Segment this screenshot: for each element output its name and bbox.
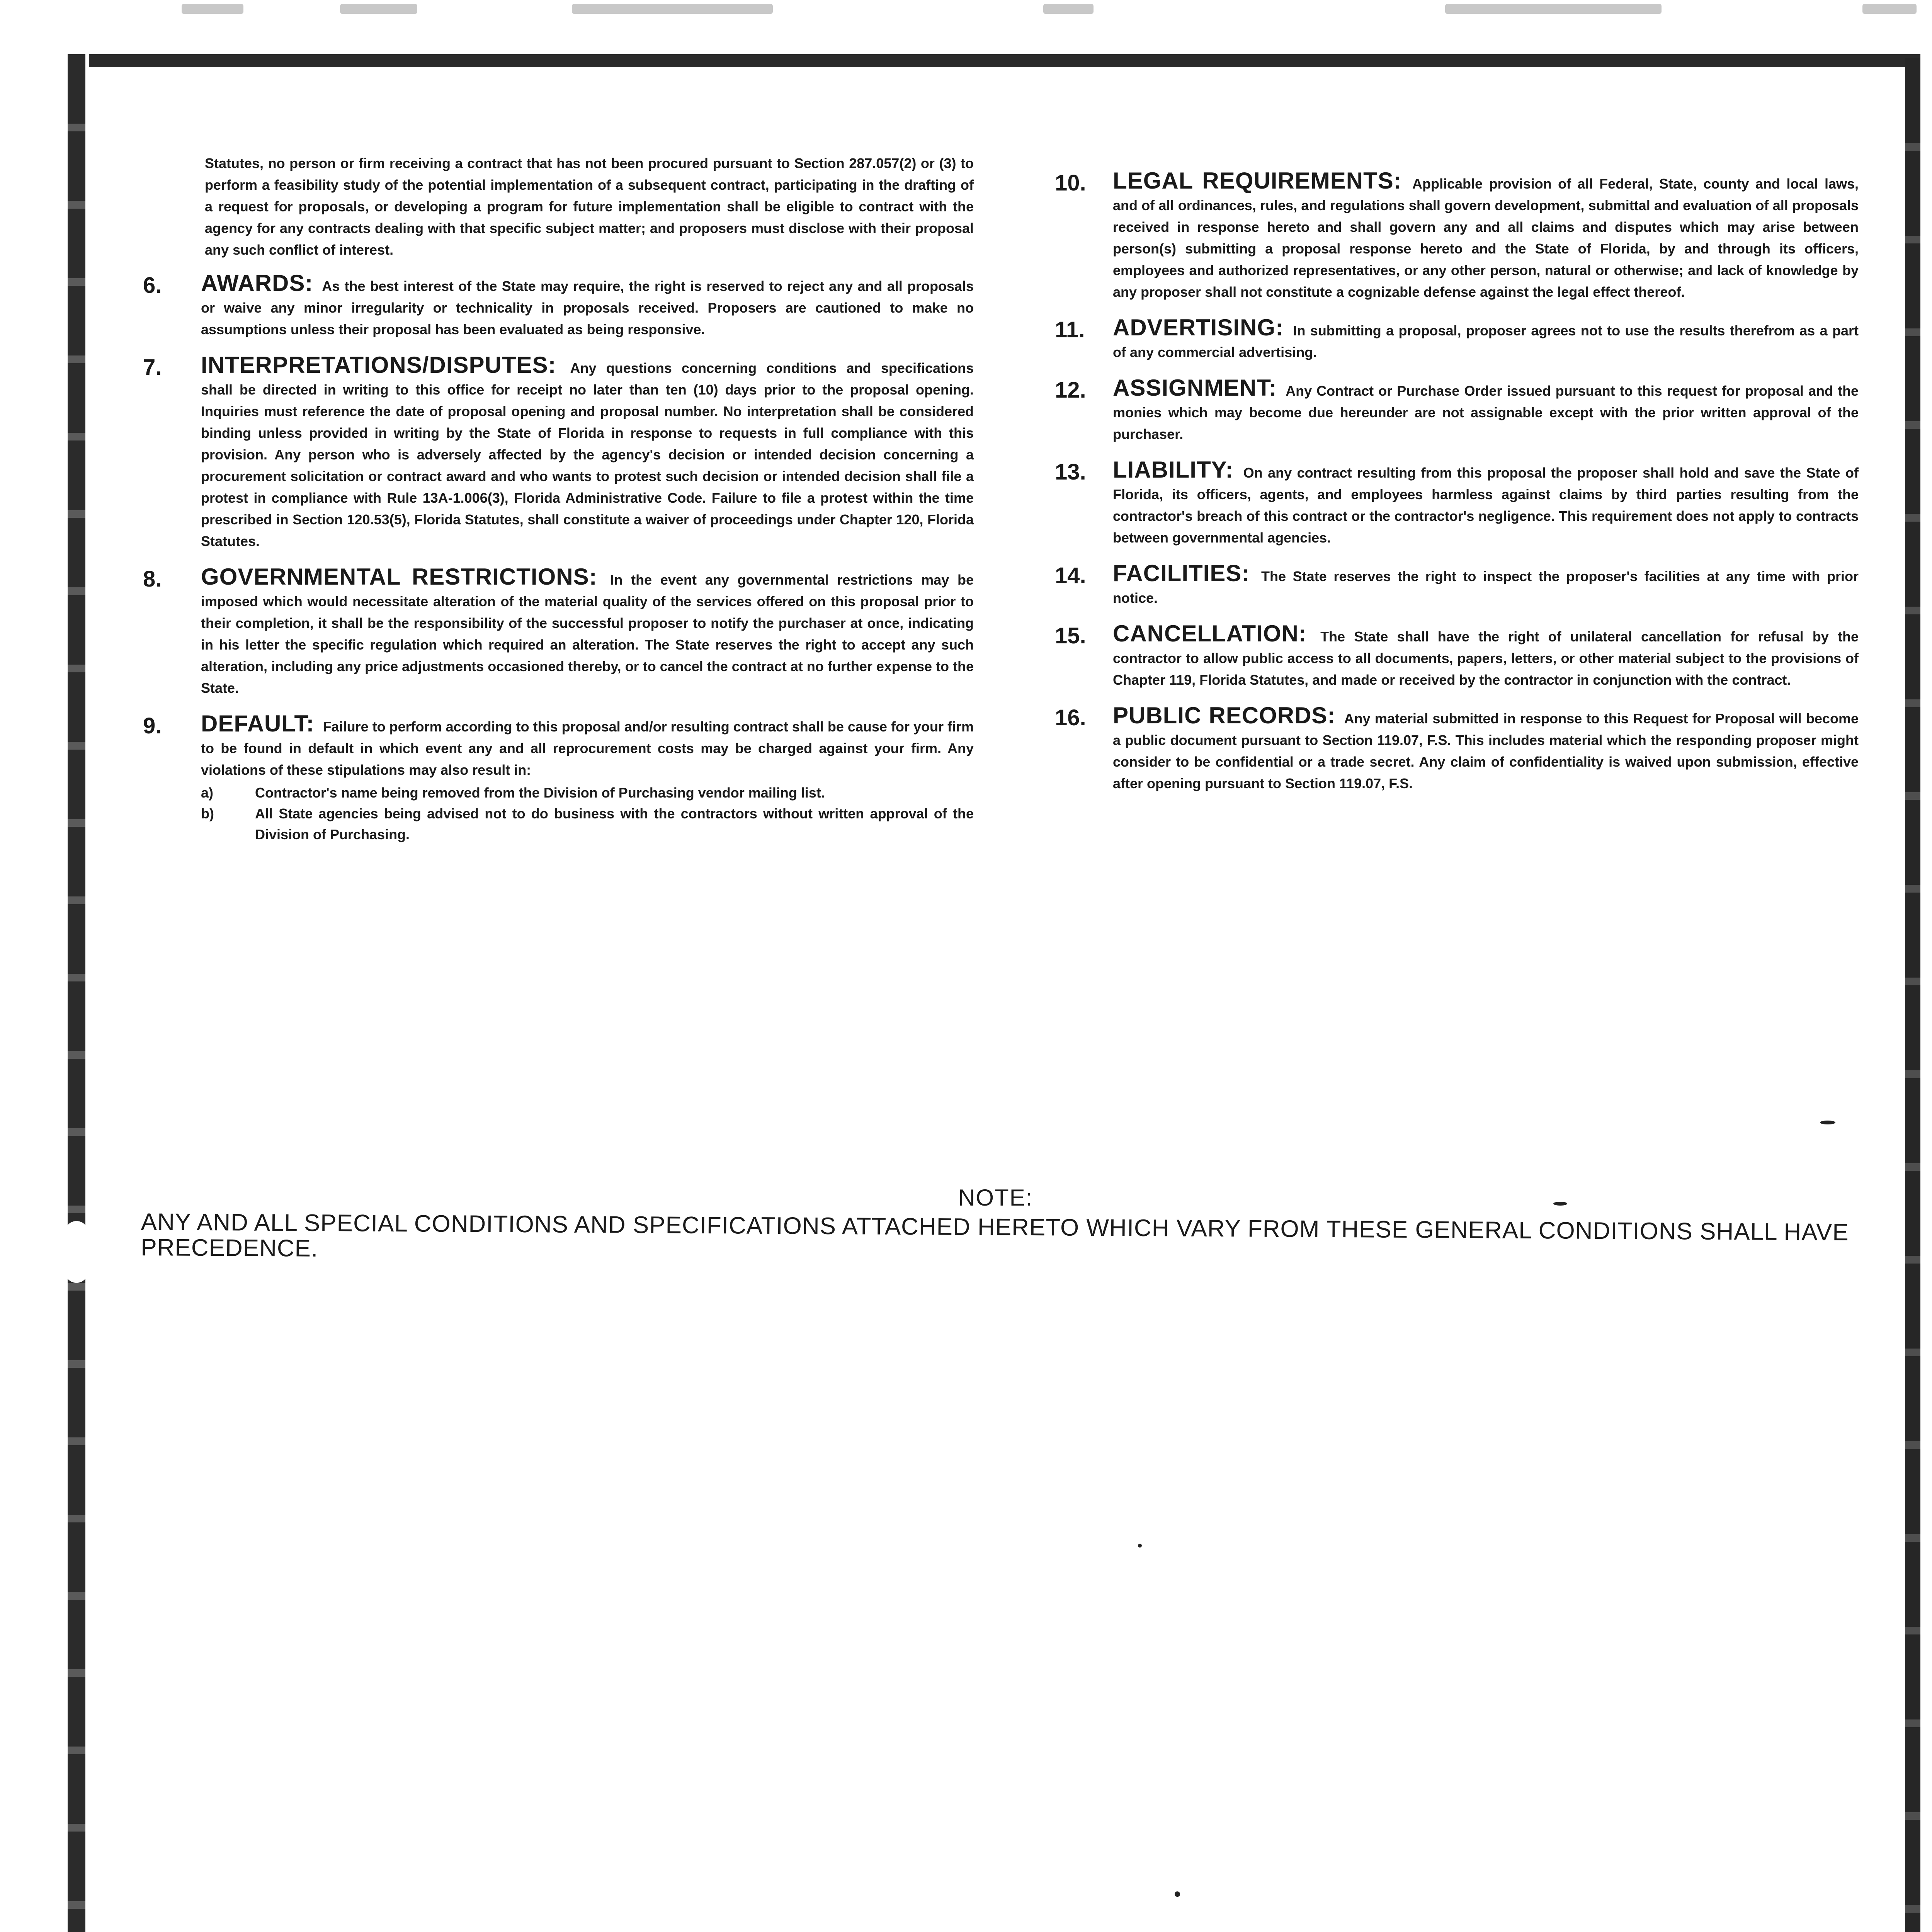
fax-header-strip xyxy=(0,0,1932,46)
section-heading: CANCELLATION: xyxy=(1113,621,1307,646)
section-cancellation xyxy=(1055,623,1859,691)
sub-item-text: Contractor's name being removed from the Division of Purchasing vendor mailing list. xyxy=(255,785,825,801)
section-number: 15. xyxy=(1055,623,1086,648)
page-border-left xyxy=(68,54,85,1932)
section-heading: GOVERNMENTAL RESTRICTIONS: xyxy=(201,564,597,590)
section-liability xyxy=(1055,459,1859,549)
section-text: In submitting a proposal, proposer agrees not to use the results therefrom as a part of any commercial advertising. xyxy=(1113,323,1859,360)
section-heading: INTERPRETATIONS/DISPUTES: xyxy=(201,352,556,378)
section-public-records xyxy=(1055,702,1859,794)
scan-speck xyxy=(1175,1891,1180,1897)
section-text: The State reserves the right to inspect the proposer's facilities at any time with prior notice. xyxy=(1113,568,1859,606)
page-border-right xyxy=(1905,58,1920,1932)
page-border-top xyxy=(89,54,1920,67)
note-text: ANY AND ALL SPECIAL CONDITIONS AND SPECIFICATIONS ATTACHED HERETO WHICH VARY FROM THESE GENERAL CONDITIONS SHALL HAVE PRECEDENCE. xyxy=(141,1209,1849,1262)
section-number: 8. xyxy=(143,566,162,592)
section-interpretations-disputes xyxy=(143,354,974,552)
section-number: 10. xyxy=(1055,170,1086,196)
section-text: Any questions concerning conditions and specifications shall be directed in writing to this office for receipt no later than ten (10) days prior to the proposal opening. Inquiries must reference the date of proposal opening and proposal number. No interpretation shall be considered binding unless provided in writing by the State of Florida in response to requests in full compliance with this provision. Any person who is adversely affected by the agency's decision or intended decision concerning a procurement solicitation or contract award and who wants to protest such decision or intended decision shall file a protest in compliance with Rule 13A-1.006(3), Florida Administrative Code. Failure to file a protest within the time prescribed in Section 120.53(5), Florida Statutes, shall constitute a waiver of proceedings under Chapter 120, Florida Statutes. xyxy=(201,360,974,549)
section-text: Applicable provision of all Federal, State, county and local laws, and of all ordinances, rules, and regulations shall govern development, submittal and evaluation of all proposals received in response hereto and shall govern any and all claims and disputes which may arise between person(s) submitting a proposal response hereto and the State of Florida, by and through its officers, employees and authorized representatives, or any other person, natural or otherwise; and lack of knowledge by any proposer shall not constitute a cognizable defense against the legal effect thereof. xyxy=(1113,176,1859,300)
section-number: 13. xyxy=(1055,459,1086,485)
section-heading: AWARDS: xyxy=(201,270,313,296)
left-column xyxy=(143,153,974,859)
section-number: 16. xyxy=(1055,705,1086,730)
section-heading: ASSIGNMENT: xyxy=(1113,375,1277,401)
scan-speck xyxy=(1553,1202,1567,1206)
sub-item-label: b) xyxy=(201,806,214,821)
section-text: Any Contract or Purchase Order issued pursuant to this request for proposal and the monies which may become due hereunder are not assignable except with the prior written approval of the purchaser. xyxy=(1113,383,1859,442)
section-assignment xyxy=(1055,377,1859,445)
section-text: The State shall have the right of unilateral cancellation for refusal by the contractor to allow public access to all documents, papers, letters, or other material subject to the provisions of Chapter 119, Florida Statutes, and made or received by the contractor in conjunction with the contract. xyxy=(1113,629,1859,688)
punch-hole xyxy=(65,1221,88,1283)
section-text: In the event any governmental restrictions may be imposed which would necessitate alteration of the material quality of the services offered on this proposal prior to their completion, it shall be the responsibility of the successful proposer to notify the purchaser at once, indicating in his letter the specific regulation which required an alteration. The State reserves the right to accept any such alteration, including any price adjustments occasioned thereby, or to cancel the contract at no further expense to the State. xyxy=(201,572,974,696)
section-awards xyxy=(143,272,974,340)
section-text: Any material submitted in response to this Request for Proposal will become a public document pursuant to Section 119.07, F.S. This includes material which the responding proposer might consider to be confidential or a trade secret. Any claim of confidentiality is waived upon submission, effective after opening pursuant to Section 119.07, F.S. xyxy=(1113,711,1859,791)
section-heading: LEGAL REQUIREMENTS: xyxy=(1113,168,1402,194)
sub-item-label: a) xyxy=(201,785,214,801)
scan-speck xyxy=(1138,1544,1142,1548)
intro-paragraph: Statutes, no person or firm receiving a contract that has not been procured pursuant to Section 287.057(2) or (3) to perform a feasibility study of the potential implementation of a subsequent contract, participating in the drafting of a request for proposals, or developing a program for future implementation shall be eligible to contract with the agency for any contracts dealing with that specific subject matter; and proposers must disclose with their proposal any such conflict of interest. xyxy=(205,155,974,258)
section-heading: PUBLIC RECORDS: xyxy=(1113,702,1336,728)
section-text: On any contract resulting from this proposal the proposer shall hold and save the State of Florida, its officers, agents, and employees harmless against claims by third parties resulting from the contractor's breach of this contract or the contractor's negligence. This requirement does not apply to contracts between governmental agencies. xyxy=(1113,465,1859,546)
section-facilities xyxy=(1055,560,1859,609)
note-label: NOTE: xyxy=(958,1185,1033,1211)
sub-item-text: All State agencies being advised not to do business with the contractors without written approval of the Division of Purchasing. xyxy=(255,806,974,842)
section-number: 7. xyxy=(143,355,162,380)
sub-item xyxy=(201,803,974,845)
section-heading: ADVERTISING: xyxy=(1113,315,1284,340)
section-advertising xyxy=(1055,317,1859,363)
section-text: Failure to perform according to this proposal and/or resulting contract shall be cause for your firm to be found in default in which event any and all reprocurement costs may be charged against your firm. Any violations of these stipulations may also result in: xyxy=(201,719,974,778)
scan-speck xyxy=(1820,1121,1835,1124)
section-number: 11. xyxy=(1055,317,1085,342)
section-number: 12. xyxy=(1055,378,1086,403)
section-heading: FACILITIES: xyxy=(1113,560,1250,586)
section-number: 14. xyxy=(1055,563,1086,588)
section-heading: LIABILITY: xyxy=(1113,457,1234,483)
section-default xyxy=(143,713,974,845)
default-sub-list xyxy=(201,782,974,845)
right-column xyxy=(1055,170,1859,808)
section-number: 6. xyxy=(143,273,162,298)
sub-item xyxy=(201,782,974,803)
section-text: As the best interest of the State may require, the right is reserved to reject any and all proposals or waive any minor irregularity or technicality in proposals received. Proposers are cautioned to make no assumptions unless their proposal has been evaluated as being responsive. xyxy=(201,278,974,337)
section-number: 9. xyxy=(143,713,162,738)
section-heading: DEFAULT: xyxy=(201,711,315,736)
section-legal-requirements xyxy=(1055,170,1859,303)
section-governmental-restrictions xyxy=(143,566,974,699)
